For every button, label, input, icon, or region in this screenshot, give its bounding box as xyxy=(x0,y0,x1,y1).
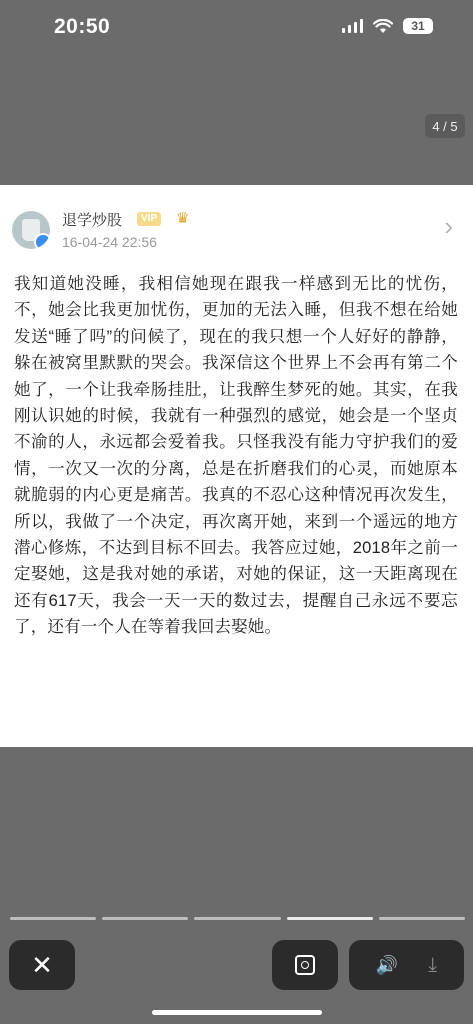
status-time: 20:50 xyxy=(54,15,111,38)
speaker-icon[interactable]: 🔊 xyxy=(375,954,399,975)
progress-segment xyxy=(287,917,373,920)
bottom-toolbar xyxy=(0,940,473,994)
verified-badge-icon xyxy=(34,233,50,249)
status-bar xyxy=(0,0,473,56)
image-progress-bar xyxy=(10,917,465,920)
page-counter: 4 / 5 xyxy=(425,114,465,138)
avatar[interactable] xyxy=(12,211,50,249)
chevron-right-icon[interactable]: › xyxy=(444,211,453,241)
signal-icon xyxy=(342,19,363,33)
progress-segment xyxy=(379,917,465,920)
progress-segment xyxy=(194,917,280,920)
progress-segment xyxy=(102,917,188,920)
media-controls xyxy=(349,940,464,990)
post-card xyxy=(0,185,473,747)
close-icon: ✕ xyxy=(31,949,53,980)
close-button[interactable] xyxy=(9,940,75,990)
scan-button[interactable] xyxy=(272,940,338,990)
status-icons xyxy=(342,18,433,34)
post-timestamp: 16-04-24 22:56 xyxy=(62,234,157,250)
home-indicator xyxy=(152,1010,322,1015)
download-icon[interactable]: ⤓ xyxy=(428,953,438,976)
username[interactable]: 退学炒股 xyxy=(62,212,123,229)
battery-icon: 31 xyxy=(403,18,433,34)
vip-badge: VIP xyxy=(137,212,161,226)
crown-icon: ♛ xyxy=(176,210,190,227)
post-body: 我知道她没睡，我相信她现在跟我一样感到无比的忧伤，不，她会比我更加忧伤，更加的无法入睡，但我不想在给她发送“睡了吗”的问候了，现在的我只想一个人好好的静静，躲在被窝里默默的哭会。我深信这个世界上不会再有第二个她了，一个让我牵肠挂肚，让我醉生梦死的她。其实，在我刚认识她的时候，我就有一种强烈的感觉，她会是一个坚贞不渝的人，永远都会爱着我。只怪我没有能力守护我们的爱情，一次又一次的分离，总是在折磨我们的心灵，而她原本就脆弱的内心更是痛苦。我真的不忍心这种情况再次发生，所以，我做了一个决定，再次离开她，来到一个遥远的地方潜心修炼，不达到目标不回去。我答应过她，2018年之前一定娶她，这是我对她的承诺，对她的保证，这一天距离现在还有617天，我会一天一天的数过去，提醒自己永远不要忘了，还有一个人在等着我回去娶她。 xyxy=(14,275,458,637)
wifi-icon xyxy=(373,19,393,34)
progress-segment xyxy=(10,917,96,920)
scan-icon xyxy=(295,955,315,975)
